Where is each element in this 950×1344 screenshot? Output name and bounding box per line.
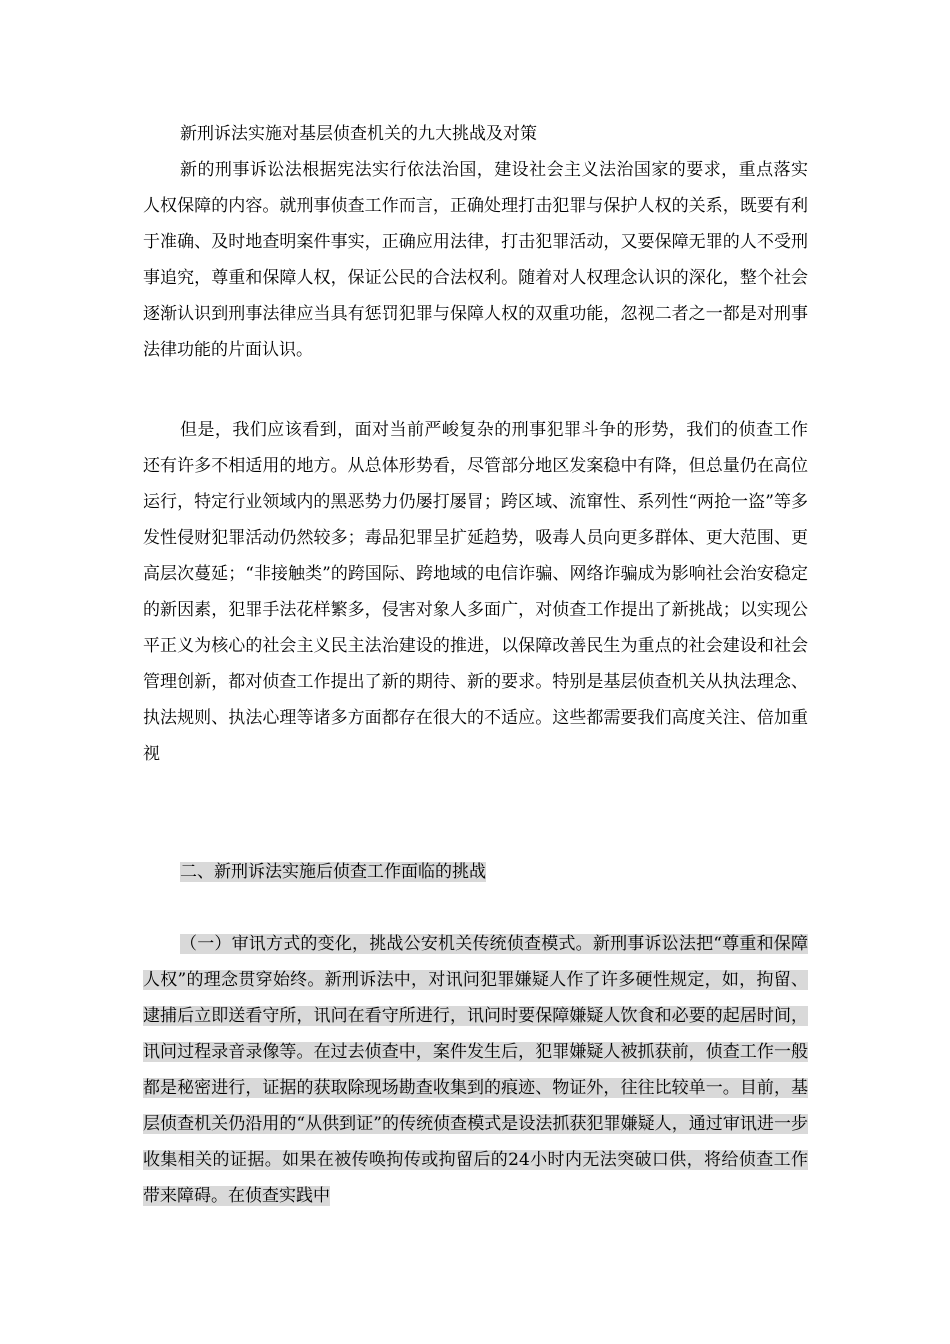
- paragraph-text: 新的刑事诉讼法根据宪法实行依法治国，建设社会主义法治国家的要求，重点落实人权保障的内容。就刑事侦查工作而言，正确处理打击犯罪与保护人权的关系，既要有利于准确、及时地查明案件事实，正确应用法律，打击犯罪活动，又要保障无罪的人不受刑事追究，尊重和保障人权，保证公民的合法权利。随着对人权理念认识的深化，整个社会逐渐认识到刑事法律应当具有惩罚犯罪与保障人权的双重功能，忽视二者之一都是对刑事法律功能的片面认识。: [143, 160, 808, 360]
- section-heading-text: 二、新刑诉法实施后侦查工作面临的挑战: [180, 862, 486, 882]
- paragraph-challenge-1: [143, 926, 808, 1214]
- paragraph-text: 但是，我们应该看到，面对当前严峻复杂的刑事犯罪斗争的形势，我们的侦查工作还有许多不相适用的地方。从总体形势看，尽管部分地区发案稳中有降，但总量仍在高位运行，特定行业领域内的黑恶势力仍屡打屡冒；跨区域、流窜性、系列性“两抢一盗”等多发性侵财犯罪活动仍然较多；毒品犯罪呈扩延趋势，吸毒人员向更多群体、更大范围、更高层次蔓延；“非接触类”的跨国际、跨地域的电信诈骗、网络诈骗成为影响社会治安稳定的新因素，犯罪手法花样繁多，侵害对象人多面广，对侦查工作提出了新挑战；以实现公平正义为核心的社会主义民主法治建设的推进，以保障改善民生为重点的社会建设和社会管理创新，都对侦查工作提出了新的期待、新的要求。特别是基层侦查机关从执法理念、执法规则、执法心理等诸多方面都存在很大的不适应。这些都需要我们高度关注、倍加重视: [143, 420, 808, 764]
- highlighted-text: （一）审讯方式的变化，挑战公安机关传统侦查模式。新刑事诉讼法把“尊重和保障人权”的理念贯穿始终。新刑诉法中，对讯问犯罪嫌疑人作了许多硬性规定，如，拘留、逮捕后立即送看守所，讯问在看守所进行，讯问时要保障嫌疑人饮食和必要的起居时间，讯问过程录音录像等。在过去侦查中，案件发生后，犯罪嫌疑人被抓获前，侦查工作一般都是秘密进行，证据的获取除现场勘查收集到的痕迹、物证外，往往比较单一。目前，基层侦查机关仍沿用的“从供到证”的传统侦查模式是设法抓获犯罪嫌疑人，通过审讯进一步收集相关的证据。如果在被传唤拘传或拘留后的24小时内无法突破口供，将给侦查工作带来障碍。在侦查实践中: [143, 934, 808, 1206]
- paragraph-intro: [143, 152, 808, 368]
- paragraph-text: [143, 926, 808, 1214]
- paragraph-situation: [143, 412, 808, 772]
- document-title: 新刑诉法实施对基层侦查机关的九大挑战及对策: [180, 124, 537, 144]
- section-heading: [180, 858, 486, 886]
